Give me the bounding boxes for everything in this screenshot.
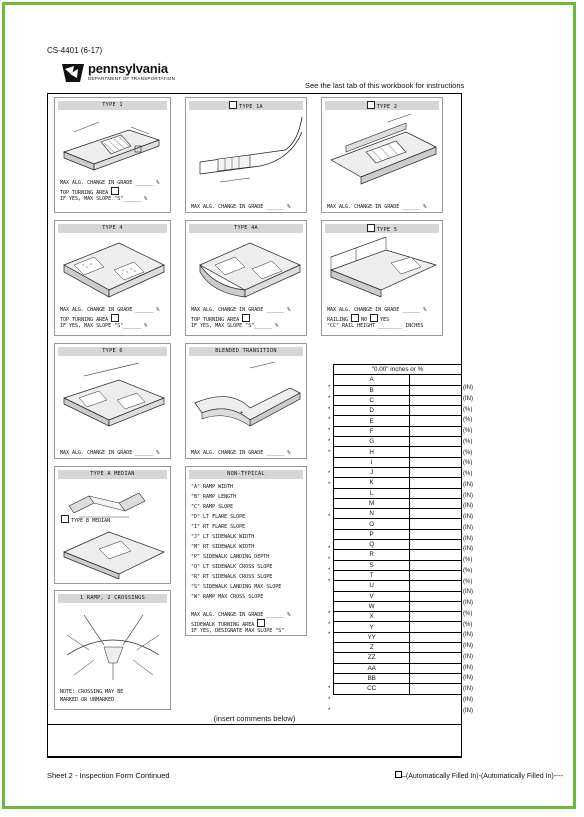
row-value-input[interactable] (410, 612, 462, 622)
type5-railing-row: RAILING NO YES (327, 314, 389, 324)
row-label: E (334, 416, 410, 426)
panel-title: TYPE A MEDIAN (58, 470, 167, 479)
blended-line-1: MAX ALG. CHANGE IN GRADE ______ % (191, 450, 291, 456)
row-unit: (%) (463, 471, 473, 478)
row-value-input[interactable] (410, 601, 462, 611)
table-row (334, 632, 462, 642)
required-marker: * (328, 546, 331, 553)
row-label: Q (334, 540, 410, 550)
table-row (334, 622, 462, 632)
row-label: D (334, 406, 410, 416)
row-value-input[interactable] (410, 437, 462, 447)
panel-non-typical (185, 466, 307, 636)
required-marker: * (328, 449, 331, 456)
row-label: L (334, 488, 410, 498)
type1-diagram (59, 112, 168, 182)
required-marker: * (328, 514, 331, 521)
row-value-input[interactable] (410, 406, 462, 416)
row-unit: (%) (463, 567, 473, 574)
row-label: BB (334, 673, 410, 683)
row-value-input[interactable] (410, 550, 462, 560)
panel-title: NON-TYPICAL (189, 470, 303, 479)
type4a-line-1: MAX ALG. CHANGE IN GRADE ______ % (191, 307, 291, 313)
row-unit: (IN) (463, 632, 473, 639)
row-label: ZZ (334, 653, 410, 663)
row-label: M (334, 498, 410, 508)
ramp-note-2: MARKED OR UNMARKED (60, 697, 115, 703)
required-marker: * (328, 471, 331, 478)
top-turning-checkbox[interactable] (111, 187, 119, 195)
row-value-input[interactable] (410, 478, 462, 488)
row-label: J (334, 467, 410, 477)
row-label: I (334, 457, 410, 467)
panel-title: TYPE 1A (189, 101, 303, 110)
row-value-input[interactable] (410, 385, 462, 395)
row-unit: (%) (463, 417, 473, 424)
table-row (334, 591, 462, 601)
table-row (334, 550, 462, 560)
panel-title: TYPE 6 (58, 347, 167, 356)
row-label: R (334, 550, 410, 560)
row-unit: (IN) (463, 395, 473, 402)
type6-line-1: MAX ALG. CHANGE IN GRADE ______ % (60, 450, 160, 456)
row-label: W (334, 601, 410, 611)
nontypical-item: "P" SIDEWALK LANDING DEPTH (191, 554, 270, 560)
logo-name: pennsylvania (88, 61, 168, 76)
row-label: H (334, 447, 410, 457)
nontypical-item: "A" RAMP WIDTH (191, 484, 234, 490)
panel-type-a-median (54, 466, 171, 584)
sidewalk-turning-checkbox[interactable] (257, 619, 265, 627)
type5-diagram (326, 235, 440, 305)
row-value-input[interactable] (410, 653, 462, 663)
type4a-diagram (190, 235, 304, 307)
required-marker: * (328, 696, 331, 703)
row-unit: (%) (463, 438, 473, 445)
type2-diagram (326, 112, 440, 197)
row-value-input[interactable] (410, 426, 462, 436)
table-row (334, 581, 462, 591)
table-row (334, 684, 462, 694)
type4-line-3: IF YES, MAX SLOPE "S"______ % (60, 323, 148, 329)
row-value-input[interactable] (410, 416, 462, 426)
row-unit: (IN) (463, 385, 473, 392)
row-value-input[interactable] (410, 457, 462, 467)
penndot-logo (60, 61, 190, 87)
row-label: B (334, 385, 410, 395)
row-label: YY (334, 632, 410, 642)
type1-line-1: MAX ALG. CHANGE IN GRADE ______ % (60, 180, 160, 186)
required-marker: * (328, 406, 331, 413)
nontypical-bottom-1: MAX ALG. CHANGE IN GRADE ______ % (191, 612, 291, 618)
table-row (334, 416, 462, 426)
panel-ramp-crossings (54, 590, 171, 710)
row-label: X (334, 612, 410, 622)
instructions-note: See the last tab of this workbook for instructions (305, 81, 465, 90)
required-marker: * (328, 395, 331, 402)
panel-title: 1 RAMP, 2 CROSSINGS (58, 594, 167, 603)
required-marker: * (328, 438, 331, 445)
row-unit: (IN) (463, 600, 473, 607)
table-row (334, 663, 462, 673)
panel-blended (185, 343, 307, 459)
table-row (334, 612, 462, 622)
row-label: N (334, 509, 410, 519)
railing-yes-checkbox[interactable] (370, 314, 378, 322)
measurement-table (333, 364, 462, 695)
row-value-input[interactable] (410, 643, 462, 653)
type4-diagram (59, 235, 168, 307)
nontypical-bottom-3: IF YES, DESIGNATE MAX SLOPE "S" (191, 628, 285, 634)
railing-no-checkbox[interactable] (351, 314, 359, 322)
table-row (334, 406, 462, 416)
footer-right: –(Automatically Filled In)-(Automatically Filled In)---- (395, 771, 563, 780)
type1a-checkbox[interactable] (229, 101, 237, 109)
row-value-input[interactable] (410, 632, 462, 642)
row-unit: (IN) (463, 514, 473, 521)
row-label: P (334, 529, 410, 539)
panel-title: TYPE 5 (325, 224, 439, 233)
type4-turning-checkbox[interactable] (111, 314, 119, 322)
table-row (334, 570, 462, 580)
row-unit: (IN) (463, 707, 473, 714)
panel-type5 (321, 220, 443, 336)
row-value-input[interactable] (410, 684, 462, 694)
type-b-median-row: TYPE B MEDIAN (61, 515, 110, 525)
panel-type1a (185, 97, 307, 213)
comments-label: (insert comments below) (213, 714, 296, 723)
nontypical-item: "R" RT SIDEWALK CROSS SLOPE (191, 574, 273, 580)
panel-type2 (321, 97, 443, 213)
table-row (334, 457, 462, 467)
row-value-input[interactable] (410, 591, 462, 601)
panel-type1 (54, 97, 171, 213)
ramp-note-1: NOTE: CROSSING MAY BE (60, 689, 124, 695)
row-unit: (%) (463, 557, 473, 564)
row-unit: (IN) (463, 664, 473, 671)
row-value-input[interactable] (410, 375, 462, 385)
row-unit: (IN) (463, 589, 473, 596)
row-unit: (IN) (463, 686, 473, 693)
table-row (334, 375, 462, 385)
row-value-input[interactable] (410, 509, 462, 519)
row-value-input[interactable] (410, 663, 462, 673)
row-label: AA (334, 663, 410, 673)
row-value-input[interactable] (410, 540, 462, 550)
row-unit: (%) (463, 406, 473, 413)
required-marker: * (328, 686, 331, 693)
type-b-median-diagram (59, 527, 168, 579)
type6-diagram (59, 358, 168, 438)
nontypical-item: "Q" LT SIDEWALK CROSS SLOPE (191, 564, 273, 570)
table-header: "0.00" inches or % (334, 365, 462, 375)
row-unit: (IN) (463, 524, 473, 531)
required-marker: * (328, 707, 331, 714)
required-marker: * (328, 632, 331, 639)
panel-type4 (54, 220, 171, 336)
row-value-input[interactable] (410, 519, 462, 529)
row-value-input[interactable] (410, 498, 462, 508)
nontypical-item: "W" RAMP MAX CROSS SLOPE (191, 594, 264, 600)
type1a-diagram (190, 112, 304, 192)
type1-line-3: IF YES, MAX SLOPE "S"______ % (60, 196, 148, 202)
row-value-input[interactable] (410, 488, 462, 498)
table-row (334, 478, 462, 488)
type4a-line-2: TOP TURNING AREA (191, 314, 252, 324)
type4a-line-3: IF YES, MAX SLOPE "S"______ % (191, 323, 279, 329)
row-unit: (IN) (463, 535, 473, 542)
row-value-input[interactable] (410, 673, 462, 683)
table-row (334, 447, 462, 457)
row-unit: (IN) (463, 492, 473, 499)
type1a-line-1: MAX ALG. CHANGE IN GRADE ______ % (191, 204, 291, 210)
blended-diagram (190, 358, 304, 438)
table-row (334, 560, 462, 570)
required-marker: * (328, 621, 331, 628)
table-row (334, 488, 462, 498)
table-row (334, 673, 462, 683)
type5-checkbox[interactable] (367, 224, 375, 232)
nontypical-item: "D" LT FLARE SLOPE (191, 514, 246, 520)
row-unit: (IN) (463, 546, 473, 553)
nontypical-item: "C" RAMP SLOPE (191, 504, 234, 510)
form-code: CS-4401 (6-17) (47, 46, 103, 55)
panel-title: BLENDED TRANSITION (189, 347, 303, 356)
panel-title: TYPE 1 (58, 101, 167, 110)
type4-line-1: MAX ALG. CHANGE IN GRADE ______ % (60, 307, 160, 313)
type5-line-1: MAX ALG. CHANGE IN GRADE ______ % (327, 307, 427, 313)
nontypical-item: "B" RAMP LENGTH (191, 494, 237, 500)
row-label: Y (334, 622, 410, 632)
row-label: G (334, 437, 410, 447)
row-unit: (IN) (463, 653, 473, 660)
logo-dept: DEPARTMENT OF TRANSPORTATION (88, 76, 176, 81)
row-value-input[interactable] (410, 560, 462, 570)
table-row (334, 519, 462, 529)
panel-title: TYPE 4A (189, 224, 303, 233)
row-label: CC (334, 684, 410, 694)
type2-line-1: MAX ALG. CHANGE IN GRADE ______ % (327, 204, 427, 210)
nontypical-item: "I" RT FLARE SLOPE (191, 524, 246, 530)
type4a-turning-checkbox[interactable] (242, 314, 250, 322)
row-label: S (334, 560, 410, 570)
row-label: K (334, 478, 410, 488)
row-value-input[interactable] (410, 570, 462, 580)
panel-title: TYPE 4 (58, 224, 167, 233)
table-row (334, 540, 462, 550)
row-unit: (%) (463, 610, 473, 617)
ramp-crossings-diagram (59, 605, 168, 685)
keystone-logo-icon (60, 61, 86, 85)
row-value-input[interactable] (410, 447, 462, 457)
row-label: C (334, 395, 410, 405)
table-row (334, 643, 462, 653)
panel-type6 (54, 343, 171, 459)
required-marker: * (328, 578, 331, 585)
table-row (334, 498, 462, 508)
row-unit: (IN) (463, 481, 473, 488)
table-row (334, 395, 462, 405)
nontypical-bottom-2: SIDEWALK TURNING AREA (191, 619, 267, 629)
row-unit: (IN) (463, 675, 473, 682)
panel-type4a (185, 220, 307, 336)
nontypical-item: "S" SIDEWALK LANDING MAX SLOPE (191, 584, 282, 590)
row-label: Z (334, 643, 410, 653)
table-row (334, 509, 462, 519)
svg-text:+: + (240, 410, 244, 416)
type2-checkbox[interactable] (367, 101, 375, 109)
footer-left: Sheet 2 - Inspection Form Continued (47, 771, 170, 780)
table-row (334, 385, 462, 395)
table-row (334, 601, 462, 611)
row-label: U (334, 581, 410, 591)
panel-title: TYPE 2 (325, 101, 439, 110)
row-value-input[interactable] (410, 467, 462, 477)
row-label: F (334, 426, 410, 436)
row-unit: (%) (463, 449, 473, 456)
required-marker: * (328, 481, 331, 488)
table-row (334, 653, 462, 663)
row-label: O (334, 519, 410, 529)
footer-checkbox[interactable] (395, 771, 402, 778)
nontypical-item: "M" RT SIDEWALK WIDTH (191, 544, 255, 550)
type5-line-3: "CC" RAIL HEIGHT ________ INCHES (327, 323, 424, 329)
required-marker: * (328, 567, 331, 574)
table-row (334, 529, 462, 539)
table-row (334, 467, 462, 477)
type1-line-2: TOP TURNING AREA (60, 187, 121, 197)
required-marker: * (328, 385, 331, 392)
type-b-median-checkbox[interactable] (61, 515, 69, 523)
row-unit: (IN) (463, 643, 473, 650)
table-row (334, 437, 462, 447)
row-label: A (334, 375, 410, 385)
row-label: T (334, 570, 410, 580)
required-marker: * (328, 557, 331, 564)
row-unit: (%) (463, 460, 473, 467)
row-unit: (%) (463, 578, 473, 585)
row-value-input[interactable] (410, 395, 462, 405)
row-value-input[interactable] (410, 622, 462, 632)
row-unit: (%) (463, 428, 473, 435)
required-marker: * (328, 417, 331, 424)
row-unit: (IN) (463, 503, 473, 510)
row-label: V (334, 591, 410, 601)
required-marker: * (328, 428, 331, 435)
comments-input[interactable] (47, 724, 462, 758)
row-unit: (%) (463, 621, 473, 628)
type4-line-2: TOP TURNING AREA (60, 314, 121, 324)
required-marker: * (328, 610, 331, 617)
row-value-input[interactable] (410, 529, 462, 539)
nontypical-item: "J" LT SIDEWALK WIDTH (191, 534, 255, 540)
row-value-input[interactable] (410, 581, 462, 591)
row-unit: (IN) (463, 696, 473, 703)
table-row (334, 426, 462, 436)
